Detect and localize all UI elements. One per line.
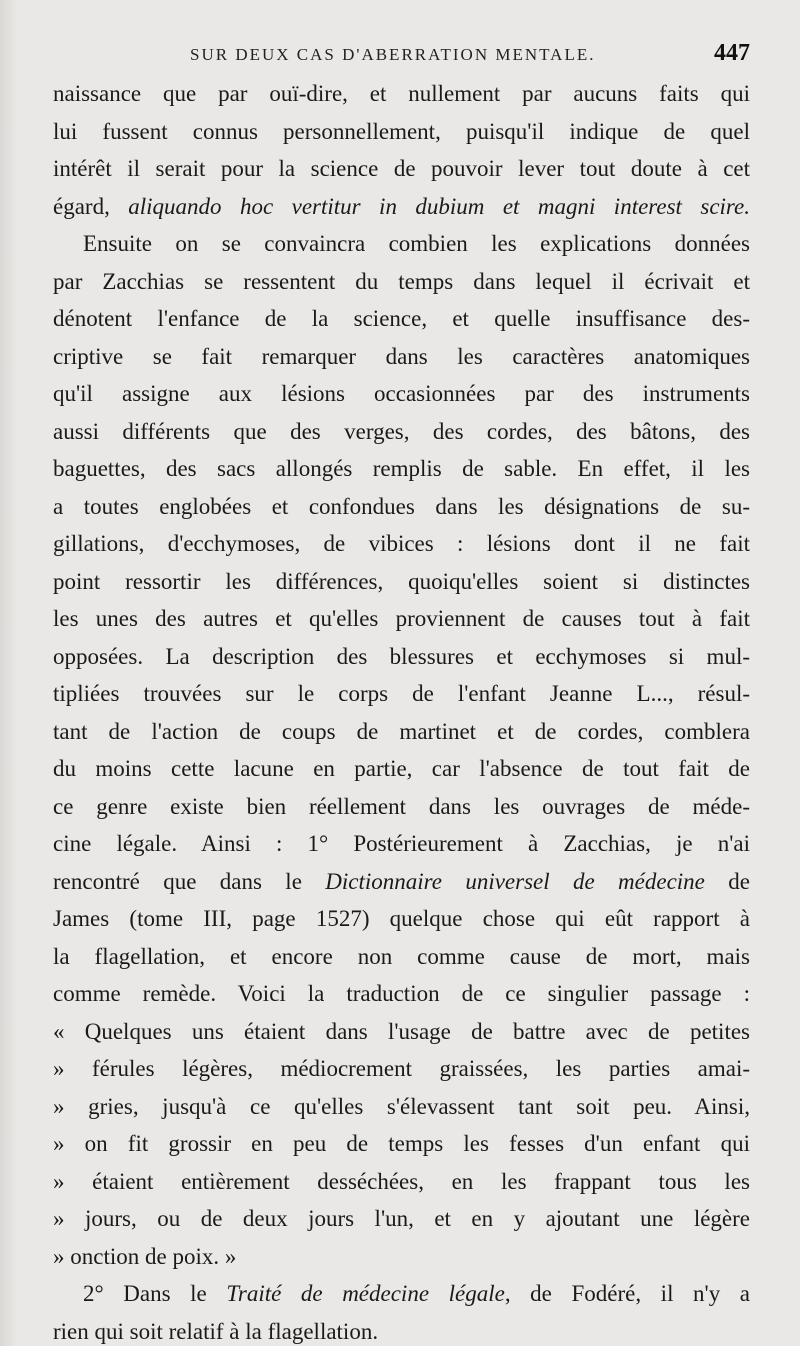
line-text: ce genre existe bien réellement dans les ouvrages de méde- [53,793,750,819]
line-text: tipliées trouvées sur le corps de l'enfant Jeanne L..., résul- [53,681,750,706]
text-line [53,600,750,638]
line-text: les unes des autres et qu'elles proviennent de causes tout à fait [53,606,750,631]
line-text-italic: Dictionnaire universel de médecine [325,868,705,894]
line-text: » étaient entièrement desséchées, en les frappant tous les [53,1168,750,1194]
line-text: comme remède. Voici la traduction de ce singulier passage : [53,981,750,1006]
text-line [53,1088,750,1126]
text-line [53,113,750,151]
line-text-post: , de Fodéré, il n'y a [504,1281,750,1306]
text-line [53,188,750,226]
text-line [53,150,750,188]
page-header [190,40,750,80]
text-line [53,675,750,713]
line-text: qu'il assigne aux lésions occasionnées par des instruments [53,381,750,406]
text-line [53,488,750,526]
text-line [53,938,750,976]
page-number: 447 [714,40,750,66]
text-line [53,750,750,788]
line-text: gillations, d'ecchymoses, de vibices : lésions dont il ne fait [53,531,750,556]
line-text: Ensuite on se convaincra combien les explications données [83,231,750,256]
text-line [53,525,750,563]
text-line [53,300,750,338]
text-line [53,1238,750,1276]
text-line [53,563,750,601]
running-title: SUR DEUX CAS D'ABERRATION MENTALE. [190,45,596,64]
line-text-pre: égard, [53,193,129,219]
line-text: opposées. La description des blessures et ecchymoses si mul- [53,643,750,669]
line-text: » férules légères, médiocrement graissées, les parties amai- [53,1056,750,1081]
line-text: aussi différents que des verges, des cordes, des bâtons, des [53,418,750,444]
text-line [53,1050,750,1088]
line-text: James (tome III, page 1527) quelque chose qui eût rapport à [53,906,750,931]
text-line [53,450,750,488]
body-text [53,75,750,1346]
line-text: lui fussent connus personnellement, puisqu'il indique de quel [53,118,750,144]
line-text: » onction de poix. » [53,1243,237,1269]
line-text: par Zacchias se ressentent du temps dans lequel il écrivait et [53,268,750,294]
page-footer [60,1306,750,1326]
text-line [53,638,750,676]
text-line [53,413,750,451]
line-text: a toutes englobées et confondues dans les désignations de su- [53,493,750,519]
line-text: tant de l'action de coups de martinet et de cordes, comblera [53,718,750,744]
text-line [53,225,750,263]
text-line [53,375,750,413]
text-line [53,1163,750,1201]
text-line [53,1125,750,1163]
line-text-pre: 2° Dans le [83,1281,227,1306]
line-text: point ressortir les différences, quoiqu'elles soient si distinctes [53,568,750,594]
text-line [53,713,750,751]
line-text-italic: Traité de médecine légale [226,1281,505,1306]
line-text-pre: rencontré que dans le [53,868,326,894]
line-text: cine légale. Ainsi : 1° Postérieurement à Zacchias, je n'ai [53,831,750,856]
text-line [53,75,750,113]
text-line [53,1200,750,1238]
line-text: dénotent l'enfance de la science, et quelle insuffisance des- [53,306,750,331]
line-text-post: de [704,868,750,894]
text-line [53,825,750,863]
line-text: criptive se fait remarquer dans les caractères anatomiques [53,343,750,369]
text-line [53,263,750,301]
line-text: intérêt il serait pour la science de pouvoir lever tout doute à cet [53,156,750,181]
line-text: » on fit grossir en peu de temps les fesses d'un enfant qui [53,1131,750,1156]
line-text: » jours, ou de deux jours l'un, et en y ajoutant une légère [53,1206,750,1231]
line-text-italic: aliquando hoc vertitur in dubium et magni interest scire. [128,193,750,219]
line-text: rien qui soit relatif à la flagellation. [53,1318,379,1344]
line-text: » gries, jusqu'à ce qu'elles s'élevassent tant soit peu. Ainsi, [53,1093,750,1119]
text-line [53,900,750,938]
line-text: baguettes, des sacs allongés remplis de sable. En effet, il les [53,456,750,481]
line-text: la flagellation, et encore non comme cause de mort, mais [53,943,750,969]
text-line [53,788,750,826]
line-text: naissance que par ouï-dire, et nullement par aucuns faits qui [53,81,750,106]
line-text: « Quelques uns étaient dans l'usage de battre avec de petites [53,1018,750,1044]
text-line [53,1013,750,1051]
text-line [53,338,750,376]
line-text: du moins cette lacune en partie, car l'absence de tout fait de [53,756,750,781]
text-line [53,863,750,901]
text-line [53,975,750,1013]
